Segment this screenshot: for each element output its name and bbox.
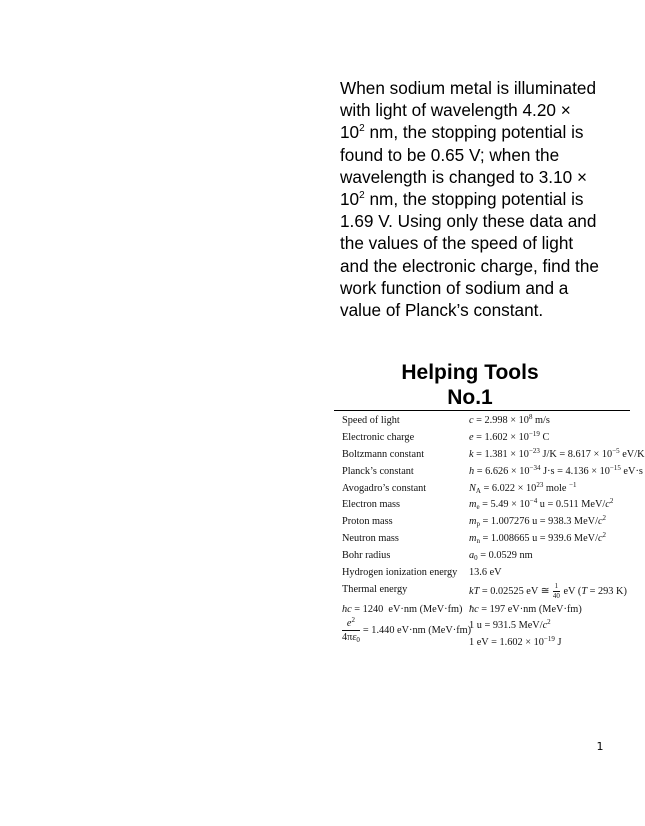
- constant-row-bohr-radius: [340, 548, 632, 565]
- problem-statement: [340, 77, 600, 321]
- constant-value: $a_0 = 0.0529$ nm: [469, 550, 533, 563]
- constant-row-coulomb: [340, 615, 632, 653]
- problem-text-part-1: When sodium metal is illuminated with light of wavelength 4.20 × 10: [340, 78, 597, 143]
- constant-row-avogadro: [340, 481, 632, 498]
- constant-row-electronic-charge: [340, 430, 632, 447]
- constant-label: Electron mass: [342, 499, 401, 511]
- constant-value: 13.6 eV: [469, 567, 502, 579]
- fraction-one-fortieth: $\frac{1}{40}$: [552, 581, 560, 600]
- constant-value: $N_A = 6.022 \times 10^{23}$ mole $^{-1}$: [469, 480, 577, 495]
- exponent-2: 2: [359, 190, 365, 202]
- constant-label: Thermal energy: [342, 583, 408, 595]
- constant-value: $m_p = 1.007276$ u = 938.3 MeV/$c^2$: [469, 514, 607, 529]
- constant-label: Proton mass: [342, 516, 393, 528]
- constant-label: Bohr radius: [342, 550, 391, 562]
- constant-label: Boltzmann constant: [342, 448, 425, 460]
- constant-value: $h = 6.626 \times 10^{-34}$ $J\cdot s = 4.136 \times 10^{-15}$ eV·s: [469, 463, 643, 477]
- constant-row-hydrogen-ionization: [340, 565, 632, 582]
- constant-hbar-c: ħc = 197 eV·nm (MeV·fm): [469, 603, 582, 615]
- constant-value: kT = 0.02525 eV ≅ $\frac{1}{40}$ eV (T = 293 K): [469, 581, 627, 600]
- problem-text-part-3: nm, the stopping potential is 1.69 V. Using only these data and the values of the speed of light and the electronic charge, find the work function of sodium and a value of Planck’s constant.: [340, 189, 599, 321]
- constant-value: $m_e = 5.49 \times 10^{-4}$ u = 0.511 MeV/$c^2$: [469, 497, 614, 512]
- constant-value: $c = 2.998 \times 10^8$ m/s: [469, 413, 550, 426]
- constant-units-column: 1 u = 931.5 MeV/$c^2$ 1 eV = $1.602 \times 10^{-19}$ J: [469, 617, 562, 648]
- constant-label: Hydrogen ionization energy: [342, 567, 458, 579]
- constant-row-proton-mass: [340, 514, 632, 531]
- constant-row-thermal-energy: [340, 582, 632, 599]
- constant-label: Planck’s constant: [342, 465, 414, 477]
- constant-e2-over-4pi-eps0: $\frac{e^2}{4\pi\varepsilon_0}$ = 1.440 eV·nm (MeV·fm): [342, 615, 472, 644]
- constant-hc: hc = 1240 eV·nm (MeV·fm): [342, 603, 463, 615]
- constant-label: Electronic charge: [342, 431, 415, 443]
- problem-text-part-2: nm, the stopping potential is found to be 0.65 V; when the wavelength is changed to 3.10 × 10: [340, 122, 588, 210]
- constant-row-electron-mass: [340, 497, 632, 514]
- section-heading-number: No.1: [447, 386, 493, 409]
- constant-label: Speed of light: [342, 415, 400, 426]
- constant-label: Avogadro’s constant: [342, 482, 427, 494]
- exponent-1: 2: [359, 123, 365, 135]
- physical-constants-table: [340, 413, 645, 653]
- constant-row-neutron-mass: [340, 531, 632, 548]
- constant-value: $m_n = 1.008665$ u = 939.6 MeV/$c^2$: [469, 531, 607, 546]
- table-top-rule: [334, 410, 630, 411]
- page-number: 1: [596, 740, 604, 753]
- constant-label: Neutron mass: [342, 533, 399, 545]
- fraction-e2-4pi-eps0: $\frac{e^2}{4\pi\varepsilon_0}$: [342, 615, 360, 644]
- constant-value: $k = 1.381 \times 10^{-23}$ $J/K = 8.617 \times 10^{-5}$ eV/K: [469, 446, 645, 460]
- constant-row-boltzmann: [340, 446, 645, 464]
- constant-row-speed-of-light: [340, 413, 632, 430]
- constant-row-planck: [340, 463, 643, 481]
- constant-value: $e = 1.602 \times 10^{-19}$ C: [469, 429, 550, 443]
- section-heading: Helping Tools: [401, 361, 539, 384]
